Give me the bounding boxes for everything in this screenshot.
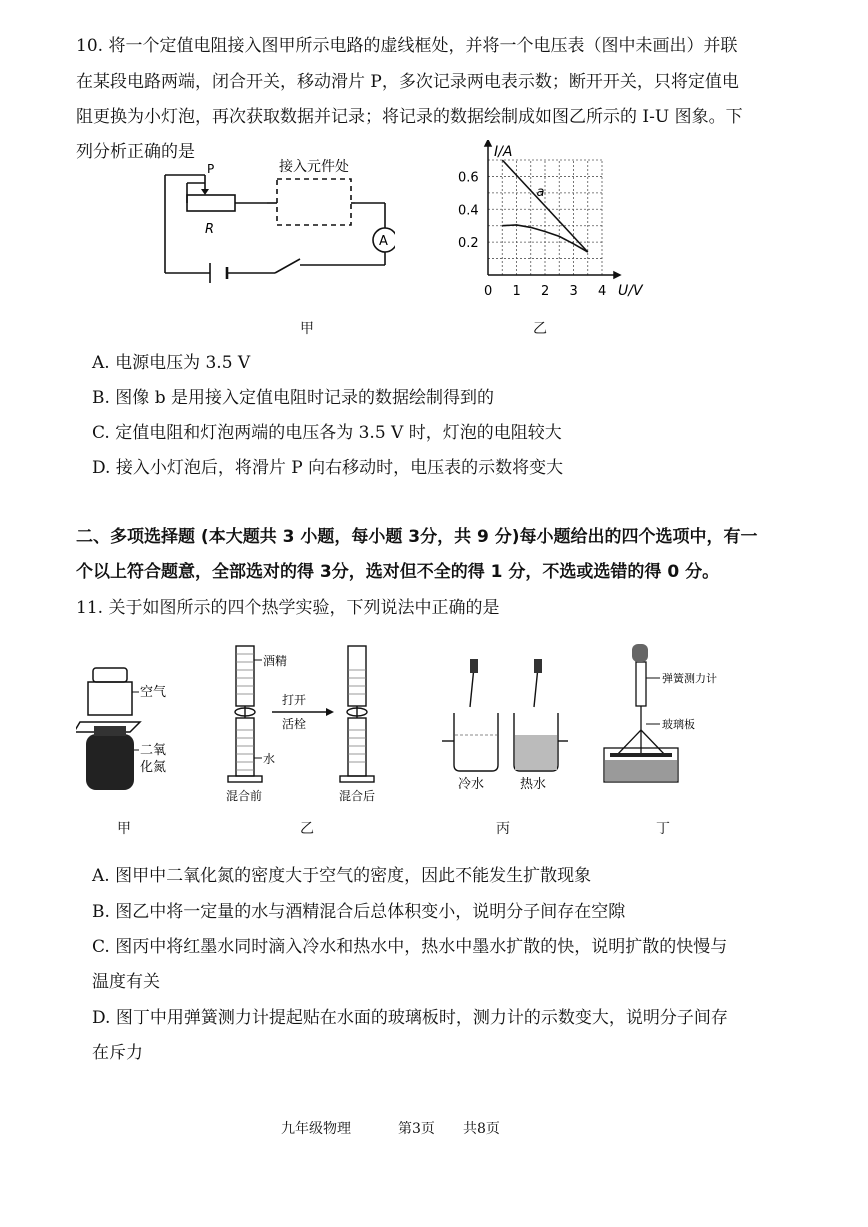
y-axis-arrow xyxy=(485,140,491,146)
x-axis-label: U/V xyxy=(618,283,643,299)
q11-option-c-cont: 温度有关 xyxy=(92,972,160,992)
fig-yi-caption: 乙 xyxy=(300,821,314,837)
section2-line-1: 二、多项选择题 (本大题共 3 小题，每小题 3分，共 9 分)每小题给出的四个选项中，有一 xyxy=(76,527,758,547)
y-tick-label: 0.6 xyxy=(458,170,479,186)
q11-option-b: B. 图乙中将一定量的水与酒精混合后总体积变小，说明分子间存在空隙 xyxy=(92,902,626,922)
x-tick-label: 0 xyxy=(484,284,493,299)
fig-jia-caption: 甲 xyxy=(117,821,131,837)
circuit-diagram xyxy=(155,155,395,285)
fig-yi-water: 水 xyxy=(263,752,276,766)
ammeter-label: A xyxy=(379,234,388,249)
section2-line-2: 个以上符合题意，全部选对的得 3分，选对但不全的得 1 分，不选或选错的得 0 分。 xyxy=(76,562,720,582)
fig-jia-jars xyxy=(76,660,176,795)
y-tick-label: 0.2 xyxy=(458,236,479,252)
fig-bing-beakers xyxy=(440,655,570,790)
fig-bing-hot: 热水 xyxy=(520,777,547,790)
iu-chart xyxy=(455,140,655,305)
x-tick-label: 3 xyxy=(569,284,578,299)
q10-line-1: 10. 将一个定值电阻接入图甲所示电路的虚线框处，并将一个电压表（图中未画出）并联 xyxy=(76,36,738,56)
fig-yi-before: 混合前 xyxy=(226,789,263,803)
q10-option-d: D. 接入小灯泡后，将滑片 P 向右移动时，电压表的示数将变大 xyxy=(92,458,564,478)
resistor-label: R xyxy=(205,222,215,237)
footer-subject: 九年级物理 xyxy=(281,1121,351,1137)
fig-yi-after: 混合后 xyxy=(339,789,376,803)
q11-option-a: A. 图甲中二氧化氮的密度大于空气的密度，因此不能发生扩散现象 xyxy=(92,866,592,886)
slider-label: P xyxy=(207,162,215,176)
y-tick-label: 0.4 xyxy=(458,203,479,219)
component-label: 接入元件处 xyxy=(279,159,349,175)
q11-option-d: D. 图丁中用弹簧测力计提起贴在水面的玻璃板时，测力计的示数变大，说明分子间存 xyxy=(92,1008,728,1028)
q10-line-3: 阻更换为小灯泡，再次获取数据并记录；将记录的数据绘制成如图乙所示的 I-U 图象。下 xyxy=(76,107,743,127)
chart-caption: 乙 xyxy=(533,321,547,337)
q10-line-4: 列分析正确的是 xyxy=(76,142,195,162)
y-axis-label: I/A xyxy=(494,144,513,160)
fig-yi-alcohol: 酒精 xyxy=(263,654,288,668)
footer-total: 共8页 xyxy=(463,1121,500,1137)
fig-ding-plate: 玻璃板 xyxy=(662,718,695,731)
fig-ding-meter: 弹簧测力计 xyxy=(662,672,717,685)
fig-jia-bottom-label-1: 二氧 xyxy=(140,743,167,758)
fig-bing-cold: 冷水 xyxy=(458,777,485,790)
fig-jia-top-label: 空气 xyxy=(140,685,167,700)
q10-option-c: C. 定值电阻和灯泡两端的电压各为 3.5 V 时，灯泡的电阻较大 xyxy=(92,423,562,443)
fig-yi-arrow-2: 活栓 xyxy=(282,717,307,731)
q11-option-c: C. 图丙中将红墨水同时滴入冷水和热水中，热水中墨水扩散的快，说明扩散的快慢与 xyxy=(92,937,728,957)
x-tick-label: 4 xyxy=(598,284,607,299)
fig-ding-caption: 丁 xyxy=(656,821,670,837)
q11-option-d-cont: 在斥力 xyxy=(92,1043,143,1063)
q10-line-2: 在某段电路两端，闭合开关，移动滑片 P，多次记录两电表示数；断开开关，只将定值电 xyxy=(76,72,739,92)
series-label-a: a xyxy=(536,185,545,201)
fig-ding-spring-scale xyxy=(600,638,780,788)
x-tick-label: 2 xyxy=(541,284,550,299)
x-tick-label: 1 xyxy=(512,284,521,299)
fig-yi-arrow-1: 打开 xyxy=(282,693,307,707)
q11-stem: 11. 关于如图所示的四个热学实验，下列说法中正确的是 xyxy=(76,598,500,618)
x-axis-arrow xyxy=(614,272,620,278)
fig-jia-bottom-label-2: 化氮 xyxy=(140,760,167,775)
footer-page: 第3页 xyxy=(398,1121,435,1137)
fig-yi-tubes xyxy=(222,640,402,810)
q10-option-a: A. 电源电压为 3.5 V xyxy=(92,353,251,373)
fig-bing-caption: 丙 xyxy=(496,821,510,837)
q10-option-b: B. 图像 b 是用接入定值电阻时记录的数据绘制得到的 xyxy=(92,388,494,408)
circuit-caption: 甲 xyxy=(300,321,314,337)
